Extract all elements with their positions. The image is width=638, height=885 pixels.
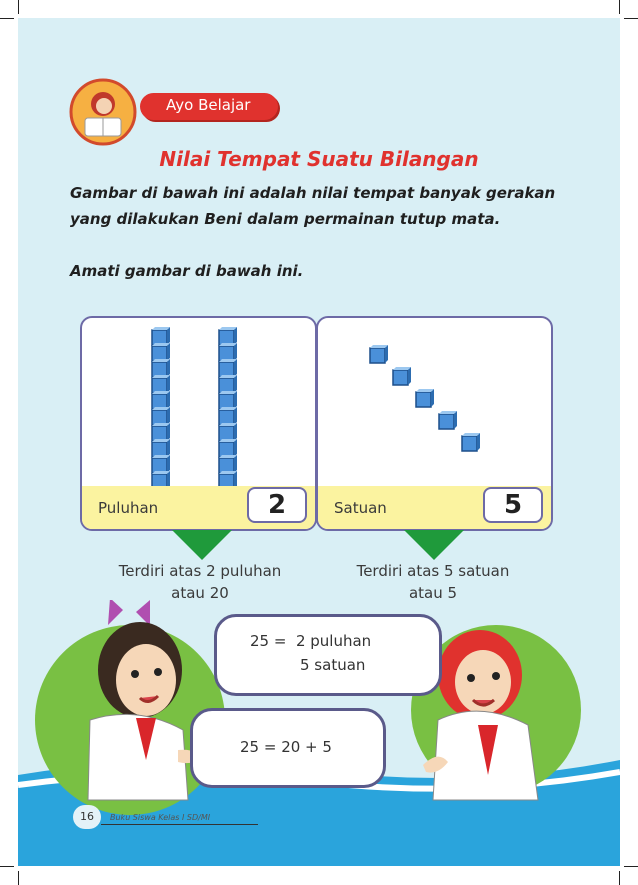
puluhan-panel [80,316,317,531]
page-title: Nilai Tempat Suatu Bilangan [159,147,479,171]
footer-rule [101,824,258,825]
crop-mark [18,0,19,14]
ten-rod [152,327,170,488]
page-number: 16 [73,805,101,829]
rod-cube [219,394,234,409]
rod-cube [219,330,234,345]
rod-cube [152,394,167,409]
bubble-bottom-text: 25 = 20 + 5 [240,738,332,756]
ten-rods-illustration [82,318,315,488]
rod-cube [219,426,234,441]
rod-cube [152,458,167,473]
ayo-belajar-label: Ayo Belajar [166,96,251,114]
satuan-panel [316,316,553,531]
rod-cube [152,362,167,377]
puluhan-explanation-line1: Terdiri atas 2 puluhan [118,562,282,580]
rod-cube [152,426,167,441]
unit-cube [416,392,431,407]
satuan-value: 5 [483,487,543,523]
rod-cube [219,410,234,425]
bubble-top-line1: 25 = 2 puluhan [250,632,372,650]
instruction-paragraph: Amati gambar di bawah ini. [70,262,304,280]
intro-paragraph: Gambar di bawah ini adalah nilai tempat banyak gerakan yang dilakukan Beni dalam permainan tutup mata. [70,184,556,228]
rod-cube [219,442,234,457]
down-arrow-icon [172,530,232,560]
puluhan-explanation [90,560,310,604]
rod-cube [152,410,167,425]
satuan-explanation-line1: Terdiri atas 5 satuan [356,562,510,580]
reading-girl-avatar-icon [69,78,137,146]
down-arrow-icon [404,530,464,560]
crop-mark [619,0,620,14]
unit-cube [393,370,408,385]
rod-cube [219,362,234,377]
ten-rod [219,327,237,488]
crop-mark [0,18,14,19]
rod-cube [152,378,167,393]
rod-cube [219,458,234,473]
satuan-explanation-line2: atau 5 [408,584,458,602]
rod-cube [152,330,167,345]
crop-mark [619,871,620,885]
unit-cube [462,436,477,451]
rod-cube [219,378,234,393]
rod-cube [219,346,234,361]
puluhan-value: 2 [247,487,307,523]
footer-book-title: Buku Siswa Kelas I SD/MI [110,813,211,822]
puluhan-label: Puluhan [98,499,159,517]
satuan-label: Satuan [334,499,387,517]
bubble-top-line2: 5 satuan [300,656,366,674]
unit-cube [439,414,454,429]
crop-mark [18,871,19,885]
rod-cube [152,346,167,361]
crop-mark [624,18,638,19]
rod-cube [152,442,167,457]
puluhan-explanation-line2: atau 20 [171,584,229,602]
unit-cube [370,348,385,363]
crop-mark [0,866,14,867]
satuan-explanation [323,560,543,604]
crop-mark [624,866,638,867]
unit-cubes-illustration [318,318,551,488]
